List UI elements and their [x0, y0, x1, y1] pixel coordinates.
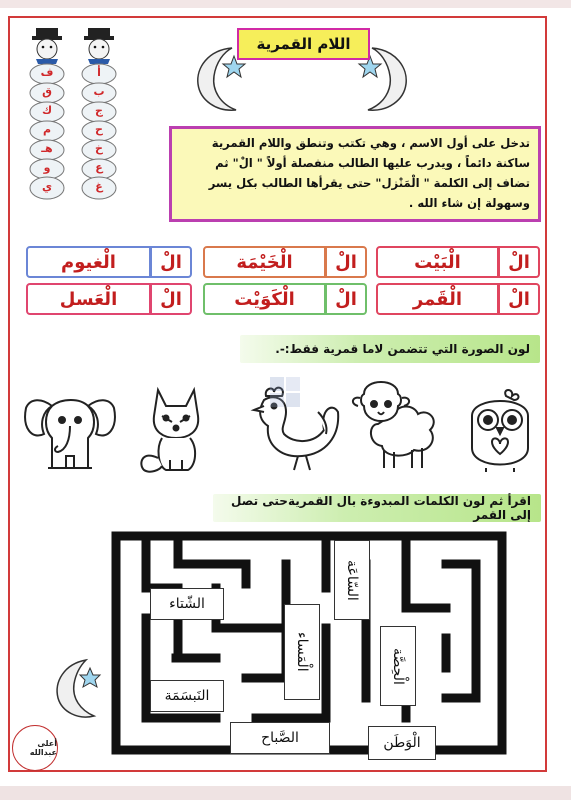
snowman-left-letter: ي	[41, 180, 53, 193]
fox-icon[interactable]	[136, 386, 220, 474]
maze-word-watan[interactable]: الْوَطَن	[368, 726, 436, 760]
al-prefix: الْ	[508, 288, 530, 310]
maze-word-basma[interactable]: النَبسَمَة	[150, 680, 224, 712]
instruction-color-banner	[240, 335, 540, 363]
top-strip	[0, 0, 571, 8]
snowman-right-letter: ب	[93, 85, 105, 98]
snowman-right-letter: أ	[97, 66, 101, 79]
snowman-right-letter: خ	[95, 142, 103, 155]
snowman-right-letter: ج	[95, 104, 103, 117]
instruction-maze-text: اقرأ ثم لون الكلمات المبدوءة بال القمريةحتى تصل إلى القمر	[231, 494, 531, 522]
al-prefix: الْ	[508, 251, 530, 273]
divider	[149, 248, 152, 276]
maze-word-masaa[interactable]: الْمَساء	[284, 604, 320, 700]
word-text: الْخَيْمَة	[236, 251, 293, 273]
word-text: الْبَيْت	[414, 251, 461, 273]
intro-text-box	[169, 126, 541, 222]
word-box-asal	[26, 283, 192, 315]
instruction-color-text: لون الصورة التي تتضمن لاما قمرية فقط:-.	[275, 342, 530, 356]
snowman-left-letter: م	[42, 123, 52, 136]
word-text: الْكَوَيْت	[234, 288, 295, 310]
divider	[149, 285, 152, 313]
maze-word-saa[interactable]: السّاعَة	[334, 540, 370, 620]
author-stamp: أعلى عبدالله	[12, 725, 58, 771]
intro-line: ساكنة دائماً ، ويدرب عليها الطالب منفصلة أولاً " الْ" ثم	[215, 156, 530, 170]
page-title: اللام القمرية	[237, 28, 370, 60]
word-box-khayma	[203, 246, 367, 278]
word-text: الْقَمر	[412, 288, 463, 310]
word-box-kuwayt	[203, 283, 367, 315]
intro-line: وسهولة إن شاء الله .	[408, 196, 530, 210]
owl-icon[interactable]	[462, 386, 538, 474]
watermark-logo	[232, 373, 342, 423]
snowman-left-letter: ك	[41, 104, 53, 117]
sheep-icon[interactable]	[348, 374, 448, 472]
snowman-left-letter: ف	[40, 66, 54, 79]
intro-line: تضاف إلى الكلمة " الْمَنْزل" حتى يقرأها الطالب بكل يسر	[208, 176, 530, 190]
elephant-icon[interactable]	[22, 394, 118, 476]
snowman-left-letter: هـ	[41, 142, 53, 155]
bottom-strip	[0, 786, 571, 800]
divider	[324, 248, 327, 276]
divider	[497, 285, 500, 313]
snowman-right-letter: ح	[95, 123, 103, 136]
instruction-maze-banner	[213, 494, 541, 522]
maze-word-sabah[interactable]: الصَّباح	[230, 722, 330, 754]
maze-word-hissa[interactable]: الْحِصَّة	[380, 626, 416, 706]
word-text: الْعَسل	[59, 288, 118, 310]
word-box-bayt	[376, 246, 540, 278]
maze-word-shita[interactable]: الشّتاء	[150, 588, 224, 620]
intro-line: تدخل على أول الاسم ، وهي تكتب وتنطق واللام القمرية	[211, 136, 530, 150]
word-text: الْغيوم	[61, 251, 116, 273]
al-prefix: الْ	[335, 288, 357, 310]
divider	[497, 248, 500, 276]
word-box-qamar	[376, 283, 540, 315]
al-prefix: الْ	[335, 251, 357, 273]
snowman-left-letter: و	[43, 161, 51, 174]
snowman-left-letter: ق	[42, 85, 52, 98]
divider	[324, 285, 327, 313]
moon-icon-maze	[52, 656, 108, 722]
snowman-right-letter: غ	[95, 180, 103, 193]
al-prefix: الْ	[160, 288, 182, 310]
word-box-ghuyum	[26, 246, 192, 278]
al-prefix: الْ	[160, 251, 182, 273]
snowman-right-letter: ع	[95, 161, 103, 174]
